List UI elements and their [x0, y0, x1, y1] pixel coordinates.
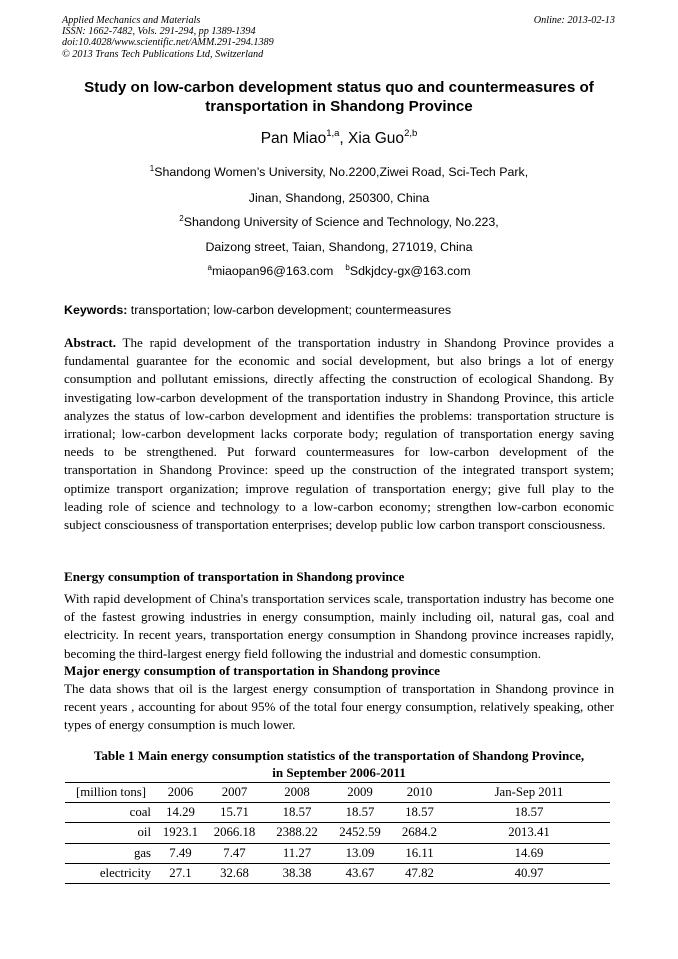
section-2-paragraph: The data shows that oil is the largest energy consumption of transportation in Shandong province in recent years , accounting for about 95% of the total four energy consumption, relatively speaking, other types of energy consumption is much lower. — [64, 681, 614, 733]
table-cell: 18.57 — [265, 803, 329, 823]
table-cell: 7.49 — [157, 843, 204, 863]
header-cell: [million tons] — [65, 783, 157, 803]
table-row — [65, 803, 610, 823]
table-cell: 18.57 — [329, 803, 391, 823]
table-cell: 2452.59 — [329, 823, 391, 843]
row-label: oil — [65, 823, 157, 843]
table-cell: 11.27 — [265, 843, 329, 863]
abstract-text: The rapid development of the transportation industry in Shandong Province provides a fundamental guarantee for the economic and social development, but also brings a lot of energy consumption and pollutant emissions, directly affecting the construction of ecological Shandong. By investigating low-carbon development of the transportation industry in Shandong Province, this article analyzes the status of low-carbon development and identifies the problems: transportation structure is irrational; low-carbon development lacks corporate body; regulation of transportation energy saving needs to be strengthened. Put forward countermeasures for low-carbon development of the transportation in Shandong Province: speed up the construction of the integrated transport system; optimize transport organization; improve regulation of transportation energy; give full play to the leading role of science and technology to a low-carbon economy; strengthen low-carbon economic subject consciousness of transportation enterprises; develop public low carbon transport consciousness. — [64, 335, 614, 533]
email-a[interactable]: miaopan96@163.com — [211, 264, 334, 278]
email-a-mark: a — [207, 263, 212, 272]
header-cell: 2008 — [265, 783, 329, 803]
email-b-mark: b — [345, 263, 350, 272]
table-row — [65, 823, 610, 843]
title-line-1: Study on low-carbon development status quo and countermeasures of — [84, 79, 594, 96]
table-cell: 14.69 — [448, 843, 610, 863]
paper-title — [60, 79, 618, 116]
table-cell: 15.71 — [204, 803, 265, 823]
section-2-heading: Major energy consumption of transportation in Shandong province — [64, 663, 440, 678]
table-cell: 2684.2 — [391, 823, 448, 843]
keywords-text: transportation; low-carbon development; countermeasures — [127, 303, 452, 317]
author-1-name: Pan Miao — [260, 130, 327, 147]
table-caption-line-2: in September 2006-2011 — [272, 765, 406, 780]
header-cell: 2009 — [329, 783, 391, 803]
table-cell: 1923.1 — [157, 823, 204, 843]
table-cell: 16.11 — [391, 843, 448, 863]
table-cell: 38.38 — [265, 863, 329, 883]
header-cell: 2010 — [391, 783, 448, 803]
section-1-heading: Energy consumption of transportation in Shandong province — [64, 569, 405, 584]
table-cell: 2066.18 — [204, 823, 265, 843]
table-cell: 32.68 — [204, 863, 265, 883]
table-cell: 18.57 — [391, 803, 448, 823]
table-cell: 2388.22 — [265, 823, 329, 843]
email-b[interactable]: Sdkjdcy-gx@163.com — [349, 264, 471, 278]
affiliation-2-text: Shandong University of Science and Technology, No.223, — [183, 215, 499, 229]
table-row — [65, 843, 610, 863]
journal-name: Applied Mechanics and Materials — [62, 15, 201, 26]
section-1-paragraph: With rapid development of China's transportation services scale, transportation industry has become one of the fastest growing industries in energy consumption, mainly including oil, natural gas, coal and electricity. In recent years, transportation energy consumption in Shandong province increases rapidly, becoming the third-largest energy field following the industrial and domestic consumption. — [64, 591, 614, 661]
table-cell: 27.1 — [157, 863, 204, 883]
table-cell: 40.97 — [448, 863, 610, 883]
issn-line: ISSN: 1662-7482, Vols. 291-294, pp 1389-1394 — [62, 26, 256, 38]
header-cell: 2007 — [204, 783, 265, 803]
affiliation-2-line-2: Daizong street, Taian, Shandong, 271019, China — [205, 240, 473, 254]
table-cell: 18.57 — [448, 803, 610, 823]
header-cell: Jan-Sep 2011 — [448, 783, 610, 803]
affiliation-1-mark: 1 — [149, 164, 155, 173]
table-caption — [64, 747, 614, 781]
abstract-paragraph — [64, 334, 614, 534]
affiliation-2-mark: 2 — [179, 214, 184, 223]
copyright-line: © 2013 Trans Tech Publications Ltd, Switzerland — [62, 48, 264, 60]
table-cell: 7.47 — [204, 843, 265, 863]
author-list — [60, 130, 618, 148]
affiliation-1-line-1 — [60, 165, 618, 179]
online-date: Online: 2013-02-13 — [533, 15, 615, 26]
author-separator: , — [339, 130, 349, 147]
table-header-row — [65, 783, 610, 803]
table-cell: 14.29 — [157, 803, 204, 823]
keywords-label: Keywords: — [64, 303, 128, 317]
affiliation-1-line-2: Jinan, Shandong, 250300, China — [248, 191, 430, 205]
author-2-name: Xia Guo — [348, 130, 405, 147]
doi-line: doi:10.4028/www.scientific.net/AMM.291-294.1389 — [62, 37, 274, 49]
keywords-line — [64, 303, 614, 317]
energy-consumption-table — [65, 782, 610, 884]
title-line-2: transportation in Shandong Province — [205, 97, 473, 115]
table-cell: 47.82 — [391, 863, 448, 883]
row-label: gas — [65, 843, 157, 863]
abstract-label: Abstract. — [64, 335, 116, 350]
affiliation-2-line-1 — [60, 215, 618, 229]
row-label: electricity — [65, 863, 157, 883]
table-row — [65, 863, 610, 883]
journal-header — [62, 15, 615, 60]
header-cell: 2006 — [157, 783, 204, 803]
table-cell: 43.67 — [329, 863, 391, 883]
table-cell: 2013.41 — [448, 823, 610, 843]
email-line — [60, 264, 618, 278]
table-cell: 13.09 — [329, 843, 391, 863]
row-label: coal — [65, 803, 157, 823]
affiliation-1-text: Shandong Women’s University, No.2200,Ziwei Road, Sci-Tech Park, — [154, 165, 529, 179]
author-2-affiliation-mark: 2,b — [404, 128, 418, 139]
table-caption-line-1: Table 1 Main energy consumption statistics of the transportation of Shandong Province, — [93, 748, 585, 763]
author-1-affiliation-mark: 1,a — [326, 128, 340, 139]
